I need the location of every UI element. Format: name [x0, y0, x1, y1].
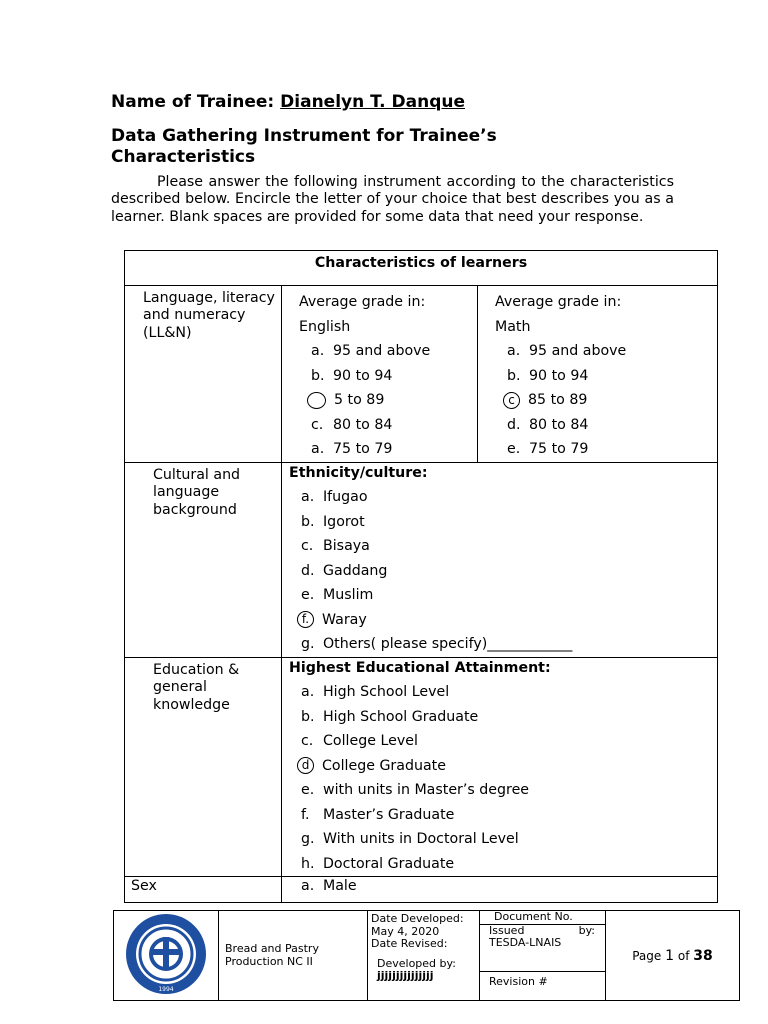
selected-circle-mark: [307, 392, 326, 409]
lln-label: Language, literacy and numeracy (LL&N): [125, 286, 282, 463]
qualification-cell: [219, 911, 368, 1001]
option-item[interactable]: [289, 608, 717, 633]
document-title: [111, 126, 631, 168]
option-item[interactable]: [289, 754, 717, 779]
logo-year: 1994: [158, 986, 174, 993]
option-text: 75 to 79: [333, 441, 393, 457]
trainee-name: Dianelyn T. Danque: [280, 92, 466, 112]
option-text: 75 to 79: [529, 441, 589, 457]
option-text: with units in Master’s degree: [323, 782, 530, 798]
selected-circle-mark: d: [297, 757, 314, 774]
option-item[interactable]: [299, 388, 477, 413]
date-revised-label: Date Revised:: [371, 937, 448, 950]
option-item[interactable]: [299, 437, 477, 462]
option-text: College Graduate: [322, 757, 446, 774]
option-item[interactable]: [289, 632, 717, 657]
selected-circle-mark: f.: [297, 611, 314, 628]
trainee-name-line: [111, 92, 465, 112]
option-letter: b.: [311, 367, 325, 384]
english-column: [282, 286, 478, 463]
option-text: Bisaya: [323, 538, 370, 554]
option-text: High School Graduate: [323, 708, 479, 725]
option-letter: d.: [301, 562, 315, 579]
option-item[interactable]: [289, 534, 717, 559]
option-text: Gaddang: [323, 562, 388, 579]
option-text: 85 to 89: [528, 392, 588, 408]
document-no-label: Document No.: [480, 911, 605, 925]
option-item[interactable]: [289, 559, 717, 584]
developed-by: jjjjjjjjjjjjjjj: [377, 969, 434, 982]
characteristics-table: [124, 250, 718, 903]
option-item[interactable]: [289, 680, 717, 705]
option-item[interactable]: [289, 852, 717, 877]
tesda-logo: [114, 911, 219, 1001]
instructions-paragraph: Please answer the following instrument according to the characteristics described below. Encircle the letter of your choice that best describes you as a learner. Blank spaces are provided for some data that need your response.: [111, 174, 674, 225]
option-item[interactable]: [289, 485, 717, 510]
option-item[interactable]: [289, 583, 717, 608]
option-item[interactable]: [299, 413, 477, 438]
option-letter: a.: [507, 343, 521, 359]
option-text: Waray: [322, 611, 367, 628]
option-item[interactable]: [289, 778, 717, 803]
option-text: Master’s Graduate: [323, 806, 455, 823]
option-text: Others( please specify)____________: [323, 636, 573, 652]
option-letter: b.: [507, 367, 521, 384]
option-item[interactable]: [289, 803, 717, 828]
option-letter: a.: [311, 343, 325, 359]
english-subject: English: [299, 318, 351, 335]
english-caption: Average grade in:: [299, 294, 426, 310]
page-current: 1: [665, 947, 675, 964]
culture-section: [282, 463, 718, 658]
option-letter: g.: [301, 636, 315, 652]
sex-section: [282, 877, 718, 903]
option-letter: g.: [301, 831, 315, 847]
option-item[interactable]: [289, 877, 717, 902]
sex-label: Sex: [125, 877, 282, 903]
page-of: of: [677, 948, 690, 963]
option-letter: a.: [301, 489, 315, 505]
option-text: 5 to 89: [334, 392, 385, 408]
option-text: Igorot: [323, 513, 365, 530]
option-text: College Level: [323, 733, 418, 749]
page-word: Page: [632, 948, 662, 963]
option-text: Ifugao: [323, 489, 368, 505]
title-line-2: Characteristics: [111, 147, 256, 167]
option-letter: a.: [311, 441, 325, 457]
option-item[interactable]: [289, 705, 717, 730]
dates-cell: [368, 911, 480, 1001]
page-total: 38: [693, 947, 713, 964]
option-item[interactable]: [495, 437, 717, 462]
option-text: Doctoral Graduate: [323, 855, 455, 872]
option-letter: e.: [301, 782, 315, 798]
qualification-line-2: Production NC II: [225, 954, 313, 968]
math-column: [478, 286, 718, 463]
issued-by: TESDA-LNAIS: [489, 936, 562, 949]
option-text: Muslim: [323, 587, 374, 603]
developed-by-label: Developed by:: [377, 956, 456, 970]
table-heading: Characteristics of learners: [125, 251, 718, 286]
option-text: 90 to 94: [333, 367, 393, 384]
option-letter: a.: [301, 878, 315, 894]
option-item[interactable]: [289, 510, 717, 535]
option-item[interactable]: [495, 364, 717, 389]
option-item[interactable]: [299, 339, 477, 364]
math-subject: Math: [495, 318, 531, 335]
option-letter: c.: [301, 538, 314, 554]
math-caption: Average grade in:: [495, 294, 622, 310]
option-text: With units in Doctoral Level: [323, 831, 519, 847]
option-item[interactable]: [289, 729, 717, 754]
option-letter: e.: [301, 587, 315, 603]
culture-heading: Ethnicity/culture:: [289, 465, 428, 481]
date-developed: May 4, 2020: [371, 924, 440, 938]
option-item[interactable]: [495, 339, 717, 364]
option-text: 95 and above: [529, 343, 627, 359]
option-letter: a.: [301, 684, 315, 700]
option-text: 80 to 84: [529, 416, 589, 433]
title-line-1: Data Gathering Instrument for Trainee’s: [111, 126, 497, 146]
option-text: 90 to 94: [529, 367, 589, 384]
selected-circle-mark: c: [503, 392, 520, 409]
culture-label: Cultural and language background: [125, 463, 282, 658]
option-item[interactable]: [289, 827, 717, 852]
option-letter: f.: [301, 806, 310, 823]
option-letter: b.: [301, 513, 315, 530]
option-text: 95 and above: [333, 343, 431, 359]
option-letter: h.: [301, 855, 315, 872]
option-letter: c.: [311, 416, 324, 433]
qualification-line-1: Bread and Pastry: [225, 942, 319, 955]
option-letter: e.: [507, 441, 521, 457]
issued-label: Issued: [489, 923, 525, 937]
option-text: Male: [323, 878, 357, 894]
education-section: [282, 658, 718, 877]
option-letter: d.: [507, 416, 521, 433]
option-item[interactable]: [495, 413, 717, 438]
option-letter: b.: [301, 708, 315, 725]
option-text: High School Level: [323, 684, 450, 700]
education-label: Education & general knowledge: [125, 658, 282, 877]
option-item[interactable]: [299, 364, 477, 389]
option-letter: c.: [301, 733, 314, 749]
tesda-seal-icon: [121, 911, 211, 997]
education-heading: Highest Educational Attainment:: [289, 660, 551, 676]
issued-by-label: by:: [578, 923, 595, 937]
option-text: 80 to 84: [333, 416, 393, 433]
document-footer: [113, 910, 740, 1001]
option-item[interactable]: [495, 388, 717, 413]
page-number-cell: [606, 911, 740, 1001]
name-label: Name of Trainee:: [111, 92, 275, 112]
revision-cell: Revision #: [480, 971, 606, 1000]
document-info-cell: [480, 911, 606, 972]
date-developed-label: Date Developed:: [371, 912, 464, 925]
